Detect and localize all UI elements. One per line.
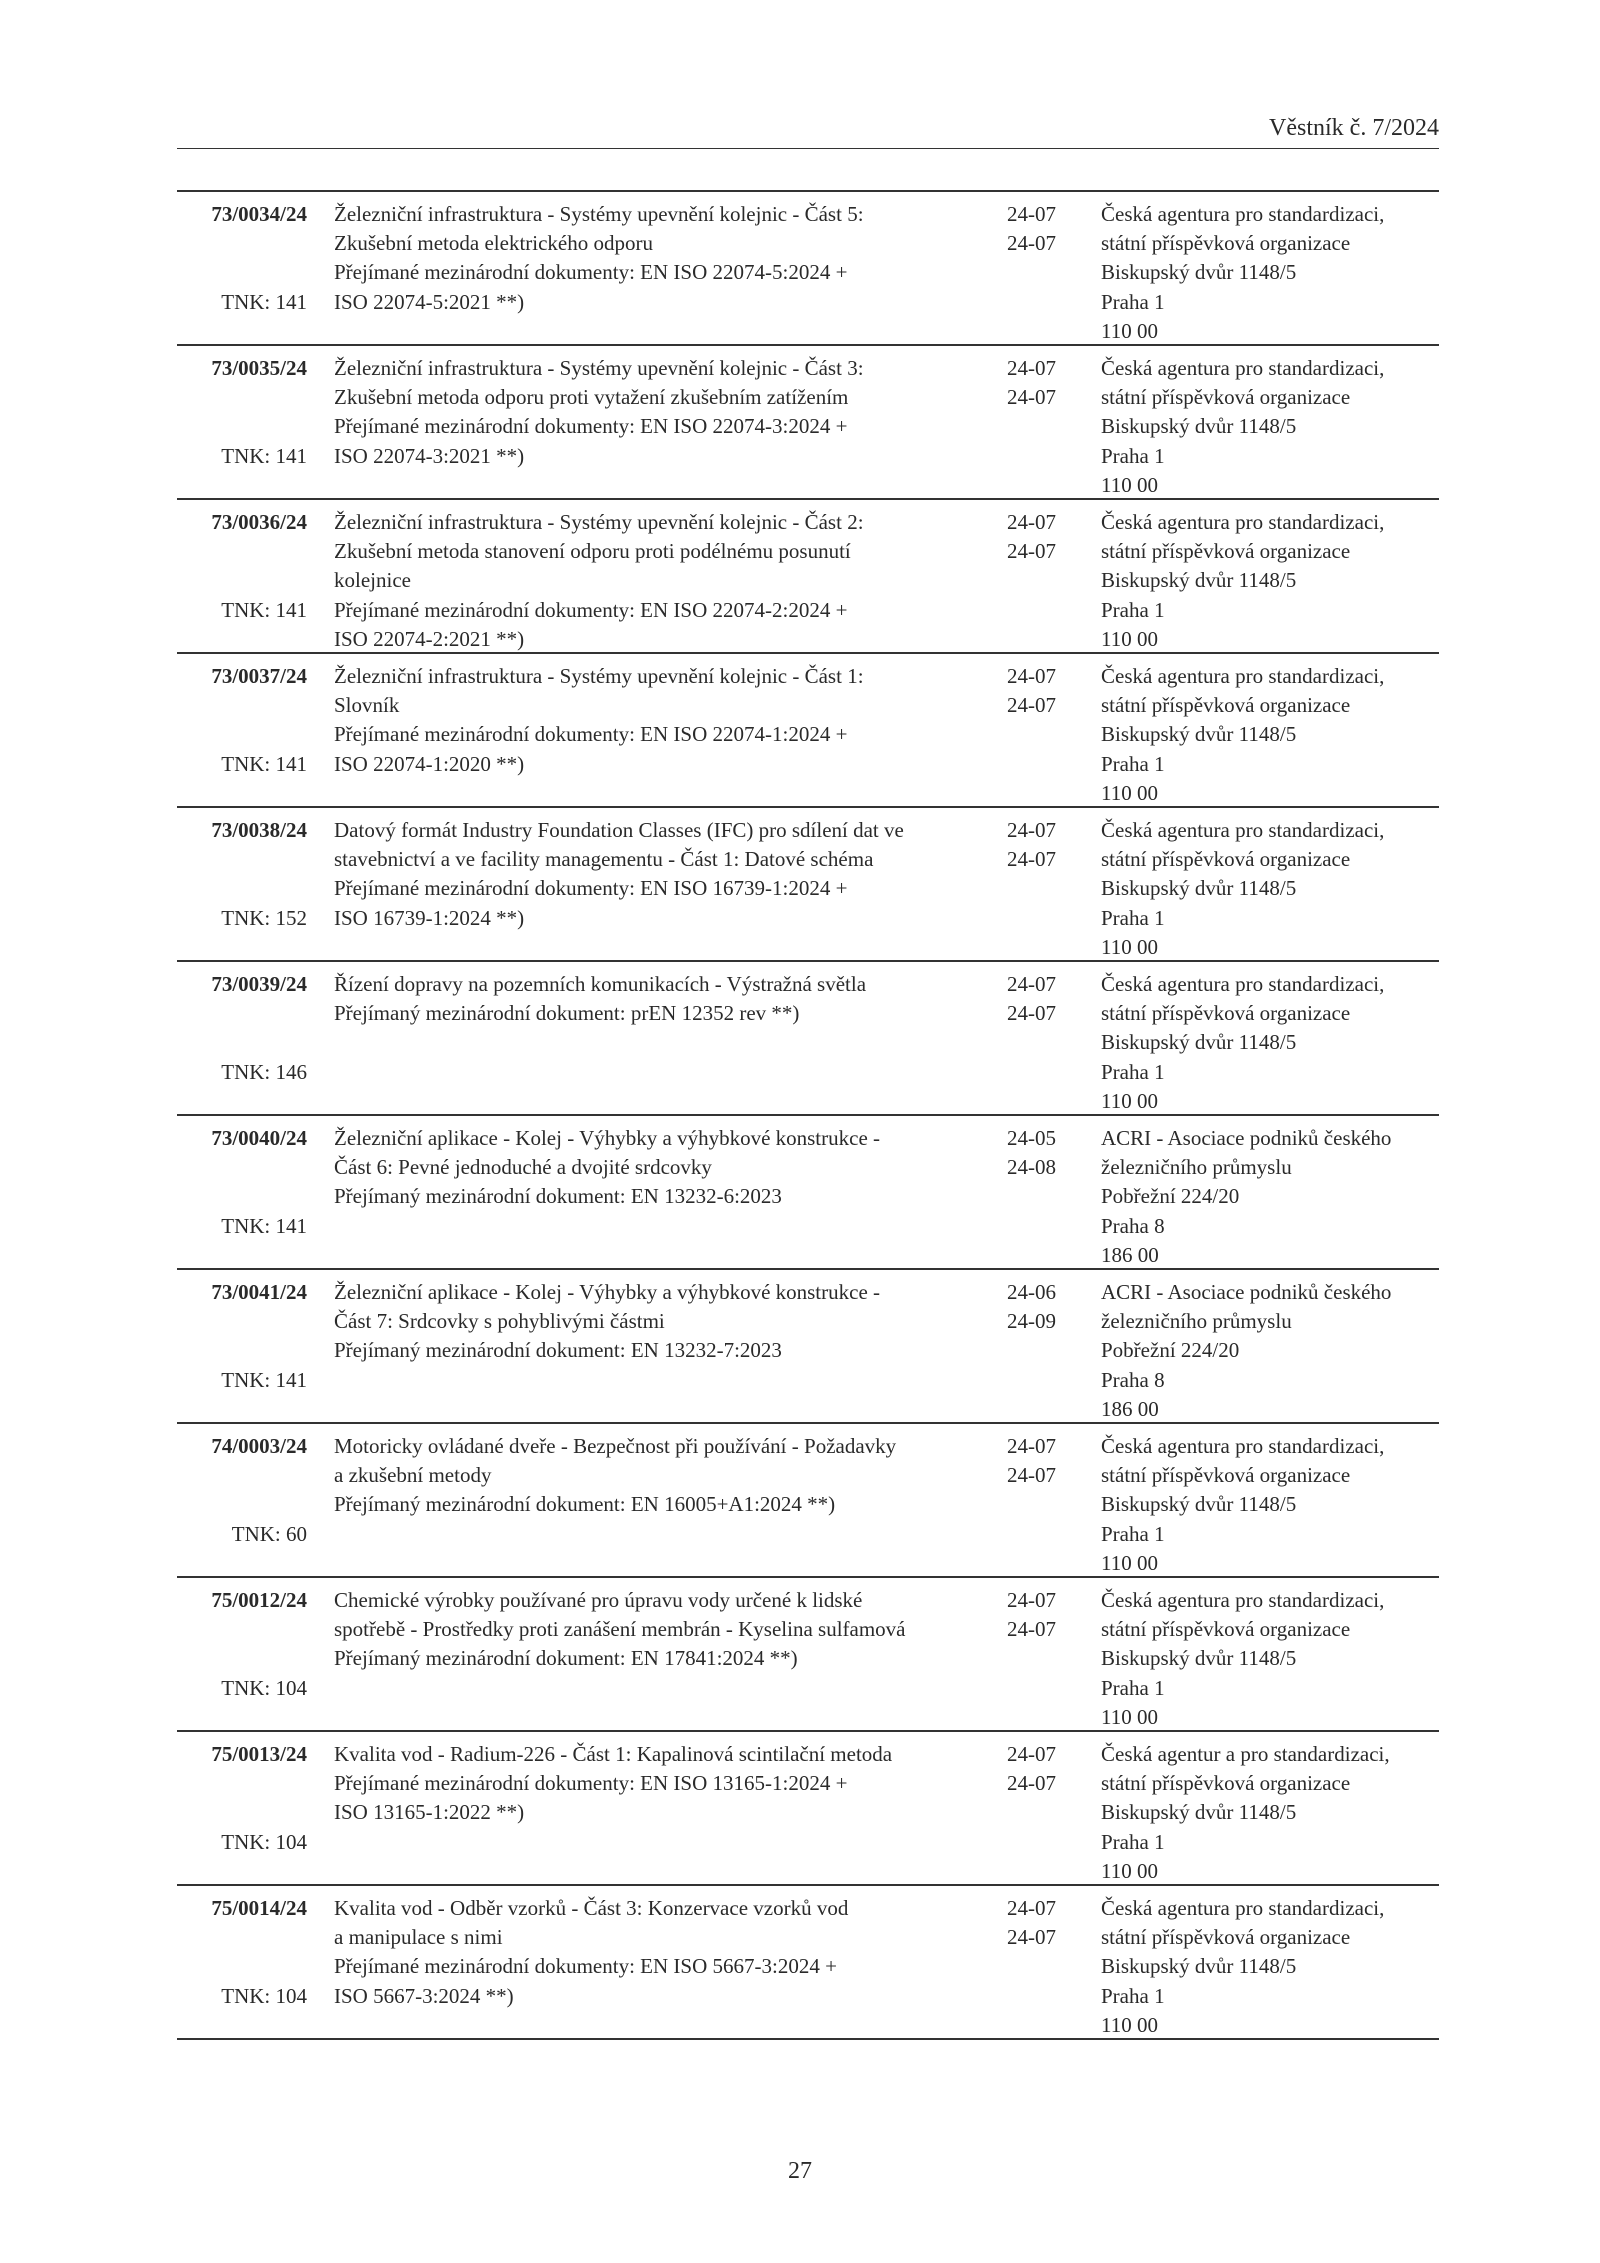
table-row	[177, 1732, 1439, 1886]
entry-number: 73/0037/24	[211, 664, 307, 688]
entry-title-line: ISO 22074-1:2020 **)	[334, 751, 525, 776]
entry-number: 73/0036/24	[211, 510, 307, 534]
organization-line: Praha 1	[1101, 597, 1165, 622]
entry-date: 24-07	[1007, 385, 1056, 410]
entry-date: 24-06	[1007, 1280, 1056, 1304]
entry-code-cell	[177, 816, 307, 930]
entry-tnk: TNK: 141	[221, 1367, 307, 1392]
table-row	[177, 962, 1439, 1116]
organization-line: Česká agentura pro standardizaci,	[1101, 356, 1385, 380]
entry-title-line: a manipulace s nimi	[334, 1925, 503, 1950]
journal-title: Věstník č. 7/2024	[1269, 115, 1439, 141]
organization-line: Česká agentur a pro standardizaci,	[1101, 1742, 1390, 1766]
entry-dates-cell	[1007, 1894, 1077, 1952]
entry-title-line: Kvalita vod - Odběr vzorků - Část 3: Konzervace vzorků vod	[334, 1896, 849, 1920]
entry-date: 24-07	[1007, 1617, 1056, 1642]
entry-title-line: Přejímané mezinárodní dokumenty: EN ISO 5667-3:2024 +	[334, 1954, 837, 1979]
entry-title-line: Přejímaný mezinárodní dokument: EN 16005+A1:2024 **)	[334, 1492, 836, 1517]
entry-title-cell	[334, 200, 1034, 317]
organization-line: Praha 1	[1101, 1059, 1165, 1084]
entry-organization-cell	[1101, 1278, 1439, 1424]
organization-line: Biskupský dvůr 1148/5	[1101, 1492, 1297, 1517]
entry-title-line: Motoricky ovládané dveře - Bezpečnost při používání - Požadavky	[334, 1434, 897, 1458]
organization-line: ACRI - Asociace podniků českého	[1101, 1280, 1392, 1304]
entry-organization-cell	[1101, 1124, 1439, 1270]
organization-line: Praha 1	[1101, 905, 1165, 930]
entry-date: 24-07	[1007, 847, 1056, 872]
entry-title-line: Železniční infrastruktura - Systémy upevnění kolejnic - Část 5:	[334, 202, 864, 226]
organization-line: Česká agentura pro standardizaci,	[1101, 202, 1385, 226]
entry-title-line: stavebnictví a ve facility managementu - Část 1: Datové schéma	[334, 847, 874, 872]
table-row	[177, 346, 1439, 500]
organization-line: Biskupský dvůr 1148/5	[1101, 1800, 1297, 1825]
entry-number: 73/0040/24	[211, 1126, 307, 1150]
entry-tnk: TNK: 141	[221, 289, 307, 314]
entry-tnk: TNK: 60	[231, 1521, 307, 1546]
entry-organization-cell	[1101, 1894, 1439, 2040]
organization-line: Česká agentura pro standardizaci,	[1101, 1434, 1385, 1458]
organization-line: železničního průmyslu	[1101, 1309, 1292, 1334]
entry-title-line: Přejímané mezinárodní dokumenty: EN ISO 22074-3:2024 +	[334, 414, 848, 439]
organization-line: státní příspěvková organizace	[1101, 1001, 1351, 1026]
organization-line: státní příspěvková organizace	[1101, 1771, 1351, 1796]
entry-organization-cell	[1101, 970, 1439, 1116]
entry-organization-cell	[1101, 354, 1439, 500]
entry-title-line: Přejímaný mezinárodní dokument: EN 17841:2024 **)	[334, 1646, 798, 1671]
organization-line: 110 00	[1101, 2012, 1158, 2037]
organization-line: 110 00	[1101, 626, 1158, 651]
entry-number: 73/0041/24	[211, 1280, 307, 1304]
entry-title-cell	[334, 508, 1034, 654]
organization-line: Praha 1	[1101, 443, 1165, 468]
entry-code-cell	[177, 1894, 307, 2008]
entry-dates-cell	[1007, 816, 1077, 874]
entry-title-line: Zkušební metoda elektrického odporu	[334, 231, 653, 256]
entry-title-line: ISO 16739-1:2024 **)	[334, 905, 525, 930]
organization-line: státní příspěvková organizace	[1101, 693, 1351, 718]
organization-line: Česká agentura pro standardizaci,	[1101, 510, 1385, 534]
table-row	[177, 1578, 1439, 1732]
entry-title-line: ISO 5667-3:2024 **)	[334, 1983, 514, 2008]
entry-title-line: Železniční aplikace - Kolej - Výhybky a výhybkové konstrukce -	[334, 1126, 881, 1150]
entry-date: 24-07	[1007, 356, 1056, 380]
entry-title-line: Železniční infrastruktura - Systémy upevnění kolejnic - Část 1:	[334, 664, 864, 688]
table-row	[177, 192, 1439, 346]
entry-dates-cell	[1007, 1740, 1077, 1798]
entry-organization-cell	[1101, 1586, 1439, 1732]
organization-line: státní příspěvková organizace	[1101, 847, 1351, 872]
entry-date: 24-07	[1007, 510, 1056, 534]
entry-number: 75/0014/24	[211, 1896, 307, 1920]
entry-date: 24-07	[1007, 1001, 1056, 1026]
entry-title-cell	[334, 1278, 1034, 1366]
page-number: 27	[788, 2158, 812, 2184]
organization-line: Praha 1	[1101, 289, 1165, 314]
organization-line: státní příspěvková organizace	[1101, 231, 1351, 256]
organization-line: Pobřežní 224/20	[1101, 1338, 1240, 1363]
entry-title-cell	[334, 816, 1034, 933]
organization-line: Praha 1	[1101, 1983, 1165, 2008]
entry-code-cell	[177, 1586, 307, 1700]
entry-dates-cell	[1007, 970, 1077, 1028]
organization-line: železničního průmyslu	[1101, 1155, 1292, 1180]
entry-date: 24-07	[1007, 1771, 1056, 1796]
entry-number: 73/0034/24	[211, 202, 307, 226]
entry-tnk: TNK: 104	[221, 1983, 307, 2008]
organization-line: 186 00	[1101, 1242, 1159, 1267]
entry-title-cell	[334, 1740, 1034, 1828]
entry-title-line: spotřebě - Prostředky proti zanášení membrán - Kyselina sulfamová	[334, 1617, 906, 1642]
organization-line: Biskupský dvůr 1148/5	[1101, 876, 1297, 901]
table-row	[177, 1424, 1439, 1578]
organization-line: Biskupský dvůr 1148/5	[1101, 722, 1297, 747]
entry-title-line: Přejímané mezinárodní dokumenty: EN ISO 22074-1:2024 +	[334, 722, 848, 747]
organization-line: Praha 1	[1101, 1829, 1165, 1854]
entry-date: 24-07	[1007, 1925, 1056, 1950]
entry-organization-cell	[1101, 662, 1439, 808]
entry-date: 24-07	[1007, 539, 1056, 564]
entry-tnk: TNK: 152	[221, 905, 307, 930]
entry-date: 24-07	[1007, 1463, 1056, 1488]
entry-title-line: ISO 22074-5:2021 **)	[334, 289, 525, 314]
entry-date: 24-07	[1007, 693, 1056, 718]
organization-line: Česká agentura pro standardizaci,	[1101, 972, 1385, 996]
organization-line: státní příspěvková organizace	[1101, 1617, 1351, 1642]
entry-code-cell	[177, 970, 307, 1084]
organization-line: Česká agentura pro standardizaci,	[1101, 1896, 1385, 1920]
entry-date: 24-08	[1007, 1155, 1056, 1180]
organization-line: 110 00	[1101, 1704, 1158, 1729]
entry-date: 24-07	[1007, 818, 1056, 842]
entry-dates-cell	[1007, 200, 1077, 258]
organization-line: 110 00	[1101, 318, 1158, 343]
entry-title-line: Přejímaný mezinárodní dokument: EN 13232-6:2023	[334, 1184, 782, 1209]
entry-title-cell	[334, 970, 1034, 1028]
entry-number: 74/0003/24	[211, 1434, 307, 1458]
organization-line: Biskupský dvůr 1148/5	[1101, 1030, 1297, 1055]
organization-line: ACRI - Asociace podniků českého	[1101, 1126, 1392, 1150]
entry-date: 24-07	[1007, 1434, 1056, 1458]
entry-dates-cell	[1007, 662, 1077, 720]
entry-title-line: Železniční infrastruktura - Systémy upevnění kolejnic - Část 3:	[334, 356, 864, 380]
entry-organization-cell	[1101, 816, 1439, 962]
entry-title-line: Přejímané mezinárodní dokumenty: EN ISO 13165-1:2024 +	[334, 1771, 848, 1796]
organization-line: 110 00	[1101, 472, 1158, 497]
organization-line: Biskupský dvůr 1148/5	[1101, 1646, 1297, 1671]
organization-line: 110 00	[1101, 934, 1158, 959]
organization-line: státní příspěvková organizace	[1101, 385, 1351, 410]
entry-date: 24-07	[1007, 972, 1056, 996]
organization-line: státní příspěvková organizace	[1101, 539, 1351, 564]
table-row	[177, 1270, 1439, 1424]
entry-title-line: a zkušební metody	[334, 1463, 492, 1488]
entry-title-line: Chemické výrobky používané pro úpravu vody určené k lidské	[334, 1588, 863, 1612]
entry-title-line: Část 7: Srdcovky s pohyblivými částmi	[334, 1309, 665, 1334]
entry-title-line: kolejnice	[334, 568, 411, 593]
table-row	[177, 1886, 1439, 2040]
entry-title-line: Přejímaný mezinárodní dokument: EN 13232-7:2023	[334, 1338, 782, 1363]
organization-line: 110 00	[1101, 1550, 1158, 1575]
entry-tnk: TNK: 104	[221, 1829, 307, 1854]
entry-title-line: Slovník	[334, 693, 400, 718]
entry-dates-cell	[1007, 1278, 1077, 1336]
organization-line: Praha 1	[1101, 751, 1165, 776]
organization-line: státní příspěvková organizace	[1101, 1463, 1351, 1488]
entry-title-line: Přejímané mezinárodní dokumenty: EN ISO 22074-2:2024 +	[334, 597, 848, 622]
entry-dates-cell	[1007, 1586, 1077, 1644]
entry-tnk: TNK: 141	[221, 1213, 307, 1238]
entry-dates-cell	[1007, 1432, 1077, 1490]
entry-date: 24-07	[1007, 1896, 1056, 1920]
entry-organization-cell	[1101, 508, 1439, 654]
entry-tnk: TNK: 141	[221, 443, 307, 468]
page-header	[177, 114, 1439, 149]
entry-tnk: TNK: 141	[221, 751, 307, 776]
entry-title-line: Železniční aplikace - Kolej - Výhybky a výhybkové konstrukce -	[334, 1280, 881, 1304]
organization-line: 186 00	[1101, 1396, 1159, 1421]
organization-line: Česká agentura pro standardizaci,	[1101, 664, 1385, 688]
entry-code-cell	[177, 200, 307, 314]
entry-organization-cell	[1101, 1432, 1439, 1578]
entry-title-line: Kvalita vod - Radium-226 - Část 1: Kapalinová scintilační metoda	[334, 1742, 893, 1766]
entry-title-line: Zkušební metoda stanovení odporu proti podélnému posunutí	[334, 539, 851, 564]
entry-tnk: TNK: 146	[221, 1059, 307, 1084]
entry-title-cell	[334, 1124, 1034, 1212]
entry-code-cell	[177, 1124, 307, 1238]
entry-title-cell	[334, 1432, 1034, 1520]
entry-tnk: TNK: 141	[221, 597, 307, 622]
entry-organization-cell	[1101, 200, 1439, 346]
entry-title-line: Přejímané mezinárodní dokumenty: EN ISO 16739-1:2024 +	[334, 876, 848, 901]
entry-title-line: Přejímané mezinárodní dokumenty: EN ISO 22074-5:2024 +	[334, 260, 848, 285]
standards-table	[177, 190, 1439, 2040]
entry-title-line: Datový formát Industry Foundation Classes (IFC) pro sdílení dat ve	[334, 818, 904, 842]
entry-title-line: Řízení dopravy na pozemních komunikacích - Výstražná světla	[334, 972, 867, 996]
entry-number: 73/0039/24	[211, 972, 307, 996]
entry-title-line: ISO 22074-2:2021 **)	[334, 626, 525, 651]
entry-number: 73/0038/24	[211, 818, 307, 842]
entry-organization-cell	[1101, 1740, 1439, 1886]
entry-dates-cell	[1007, 1124, 1077, 1182]
organization-line: 110 00	[1101, 1088, 1158, 1113]
entry-code-cell	[177, 662, 307, 776]
organization-line: Praha 8	[1101, 1213, 1165, 1238]
entry-number: 75/0012/24	[211, 1588, 307, 1612]
entry-date: 24-07	[1007, 664, 1056, 688]
entry-title-cell	[334, 662, 1034, 779]
organization-line: Praha 1	[1101, 1521, 1165, 1546]
entry-title-line: Železniční infrastruktura - Systémy upevnění kolejnic - Část 2:	[334, 510, 864, 534]
organization-line: Biskupský dvůr 1148/5	[1101, 260, 1297, 285]
entry-dates-cell	[1007, 508, 1077, 566]
entry-date: 24-07	[1007, 202, 1056, 226]
entry-title-line: Část 6: Pevné jednoduché a dvojité srdcovky	[334, 1155, 712, 1180]
entry-code-cell	[177, 508, 307, 622]
entry-code-cell	[177, 1432, 307, 1546]
organization-line: Praha 1	[1101, 1675, 1165, 1700]
organization-line: Pobřežní 224/20	[1101, 1184, 1240, 1209]
organization-line: 110 00	[1101, 1858, 1158, 1883]
entry-date: 24-07	[1007, 1742, 1056, 1766]
entry-number: 75/0013/24	[211, 1742, 307, 1766]
entry-date: 24-07	[1007, 1588, 1056, 1612]
entry-dates-cell	[1007, 354, 1077, 412]
entry-title-line: Přejímaný mezinárodní dokument: prEN 12352 rev **)	[334, 1001, 800, 1026]
entry-date: 24-05	[1007, 1126, 1056, 1150]
entry-number: 73/0035/24	[211, 356, 307, 380]
organization-line: Biskupský dvůr 1148/5	[1101, 414, 1297, 439]
entry-title-line: ISO 22074-3:2021 **)	[334, 443, 525, 468]
entry-code-cell	[177, 354, 307, 468]
entry-title-cell	[334, 1586, 1034, 1674]
entry-date: 24-07	[1007, 231, 1056, 256]
entry-title-line: ISO 13165-1:2022 **)	[334, 1800, 525, 1825]
entry-code-cell	[177, 1740, 307, 1854]
table-row	[177, 500, 1439, 654]
organization-line: Biskupský dvůr 1148/5	[1101, 568, 1297, 593]
organization-line: Česká agentura pro standardizaci,	[1101, 818, 1385, 842]
entry-title-line: Zkušební metoda odporu proti vytažení zkušebním zatížením	[334, 385, 849, 410]
organization-line: státní příspěvková organizace	[1101, 1925, 1351, 1950]
entry-title-cell	[334, 1894, 1034, 2011]
table-row	[177, 1116, 1439, 1270]
table-row	[177, 654, 1439, 808]
entry-date: 24-09	[1007, 1309, 1056, 1334]
organization-line: Biskupský dvůr 1148/5	[1101, 1954, 1297, 1979]
entry-title-cell	[334, 354, 1034, 471]
organization-line: Praha 8	[1101, 1367, 1165, 1392]
organization-line: 110 00	[1101, 780, 1158, 805]
entry-code-cell	[177, 1278, 307, 1392]
organization-line: Česká agentura pro standardizaci,	[1101, 1588, 1385, 1612]
entry-tnk: TNK: 104	[221, 1675, 307, 1700]
table-row	[177, 808, 1439, 962]
